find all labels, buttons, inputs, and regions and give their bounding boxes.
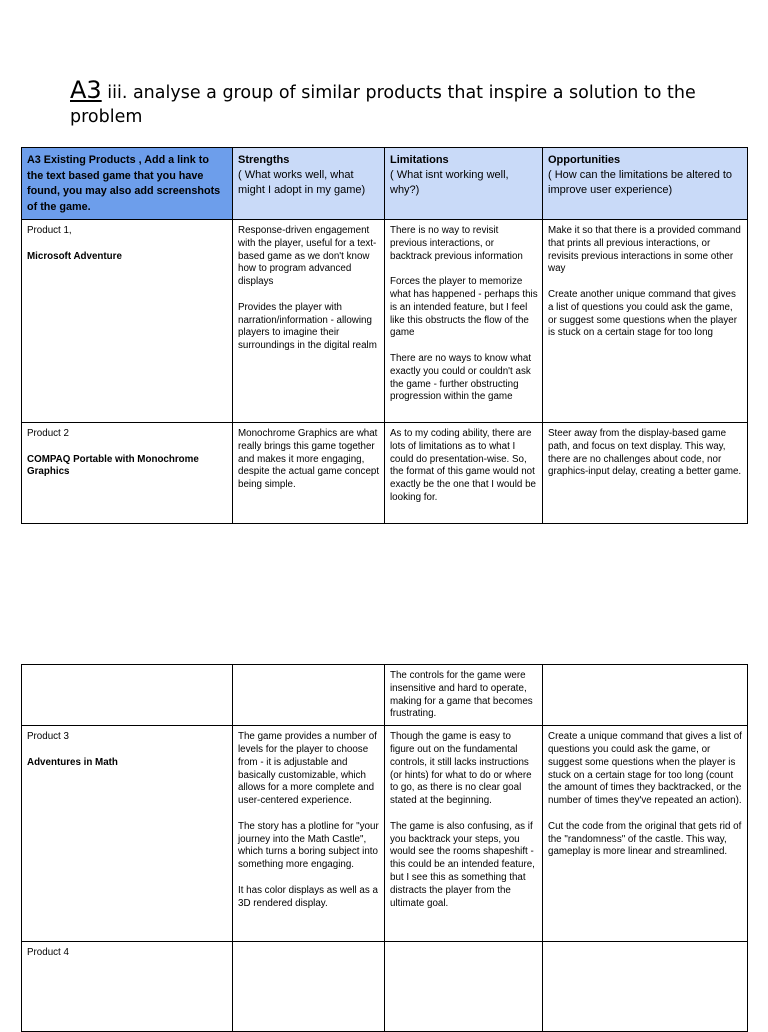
product-1-strengths: Response-driven engagement with the player, useful for a text-based game as we don't know how to program advanced displays Provides the player with narration/information - allowing players to imagine their surroundings in the digital realm (233, 220, 385, 423)
header-existing-products: A3 Existing Products , Add a link to the text based game that you have found, you may also add screenshots of the game. (22, 148, 233, 220)
section-tag: A3 (70, 76, 102, 104)
product-3-limitations: Though the game is easy to figure out on the fundamental controls, it still lacks instructions (or hints) for what to do or where to go, as there is no clear goal stated at the beginning. The game is also confusing, as if you backtrack your steps, you would see the rooms shapeshift - this could be an intended feature, but I see this as something that distracts the player from the ultimate goal. (385, 726, 543, 942)
product-2-limitations: As to my coding ability, there are lots of limitations as to what I could do presentation-wise. So, the format of this game would not exactly be the one that I would be looking for. (385, 423, 543, 524)
table-row-product-1 (22, 220, 748, 423)
header-limitations: Limitations ( What isnt working well, why?) (385, 148, 543, 220)
product-3-name: Adventures in Math (27, 756, 118, 768)
product-2-name: COMPAQ Portable with Monochrome Graphics (27, 453, 199, 478)
products-table-page-1 (21, 147, 748, 524)
product-1-limitations: There is no way to revisit previous interactions, or backtrack previous information Forces the player to memorize what has happened - perhaps this is an intended feature, but I feel like this obstructs the flow of the game There are no ways to know what exactly you could or couldn't ask the game - further obstructing progression within the game (385, 220, 543, 423)
product-2-cont-cell (22, 665, 233, 726)
product-1-name: Microsoft Adventure (27, 250, 122, 262)
product-2-cont-opportunities (543, 665, 748, 726)
table-header-row (22, 148, 748, 220)
product-2-cell: Product 2 COMPAQ Portable with Monochrome Graphics (22, 423, 233, 524)
page-heading (70, 78, 710, 129)
heading-text: iii. analyse a group of similar products that inspire a solution to the problem (70, 83, 696, 127)
product-1-cell: Product 1, Microsoft Adventure (22, 220, 233, 423)
product-4-limitations (385, 942, 543, 1032)
product-3-strengths: The game provides a number of levels for the player to choose from - it is adjustable and basically customizable, which allows for a more complete and user-centered experience. The story has a plotline for "your journey into the Math Castle", which turns a boring subject into something more engaging. It has color displays as well as a 3D rendered display. (233, 726, 385, 942)
product-3-cell: Product 3 Adventures in Math (22, 726, 233, 942)
table-row-product-2 (22, 423, 748, 524)
product-4-opportunities (543, 942, 748, 1032)
table-row-product-2-continued (22, 665, 748, 726)
header-strengths: Strengths ( What works well, what might I adopt in my game) (233, 148, 385, 220)
product-2-strengths: Monochrome Graphics are what really brings this game together and makes it more engaging, despite the actual game concept being simple. (233, 423, 385, 524)
product-1-opportunities: Make it so that there is a provided command that prints all previous interactions, or revisits previous interactions in some other way Create another unique command that gives a list of questions you could ask the game, or suggest some questions when the player is stuck on a certain stage for too long (543, 220, 748, 423)
header-opportunities: Opportunities ( How can the limitations be altered to improve user experience) (543, 148, 748, 220)
product-4-strengths (233, 942, 385, 1032)
product-2-cont-strengths (233, 665, 385, 726)
product-2-opportunities: Steer away from the display-based game path, and focus on text display. This way, there are no challenges about code, nor graphics-input delay, creating a better game. (543, 423, 748, 524)
product-4-cell: Product 4 (22, 942, 233, 1032)
table-row-product-4 (22, 942, 748, 1032)
table-row-product-3 (22, 726, 748, 942)
products-table-page-2 (21, 664, 748, 1032)
product-2-cont-limitations: The controls for the game were insensitive and hard to operate, making for a game that becomes frustrating. (385, 665, 543, 726)
product-3-opportunities: Create a unique command that gives a list of questions you could ask the game, or suggest some questions when the player is stuck on a certain stage for too long (count the amount of times they backtracked, or the number of times they've repeated an action). Cut the code from the original that gets rid of the "randomness" of the castle. This way, gameplay is more linear and streamlined. (543, 726, 748, 942)
